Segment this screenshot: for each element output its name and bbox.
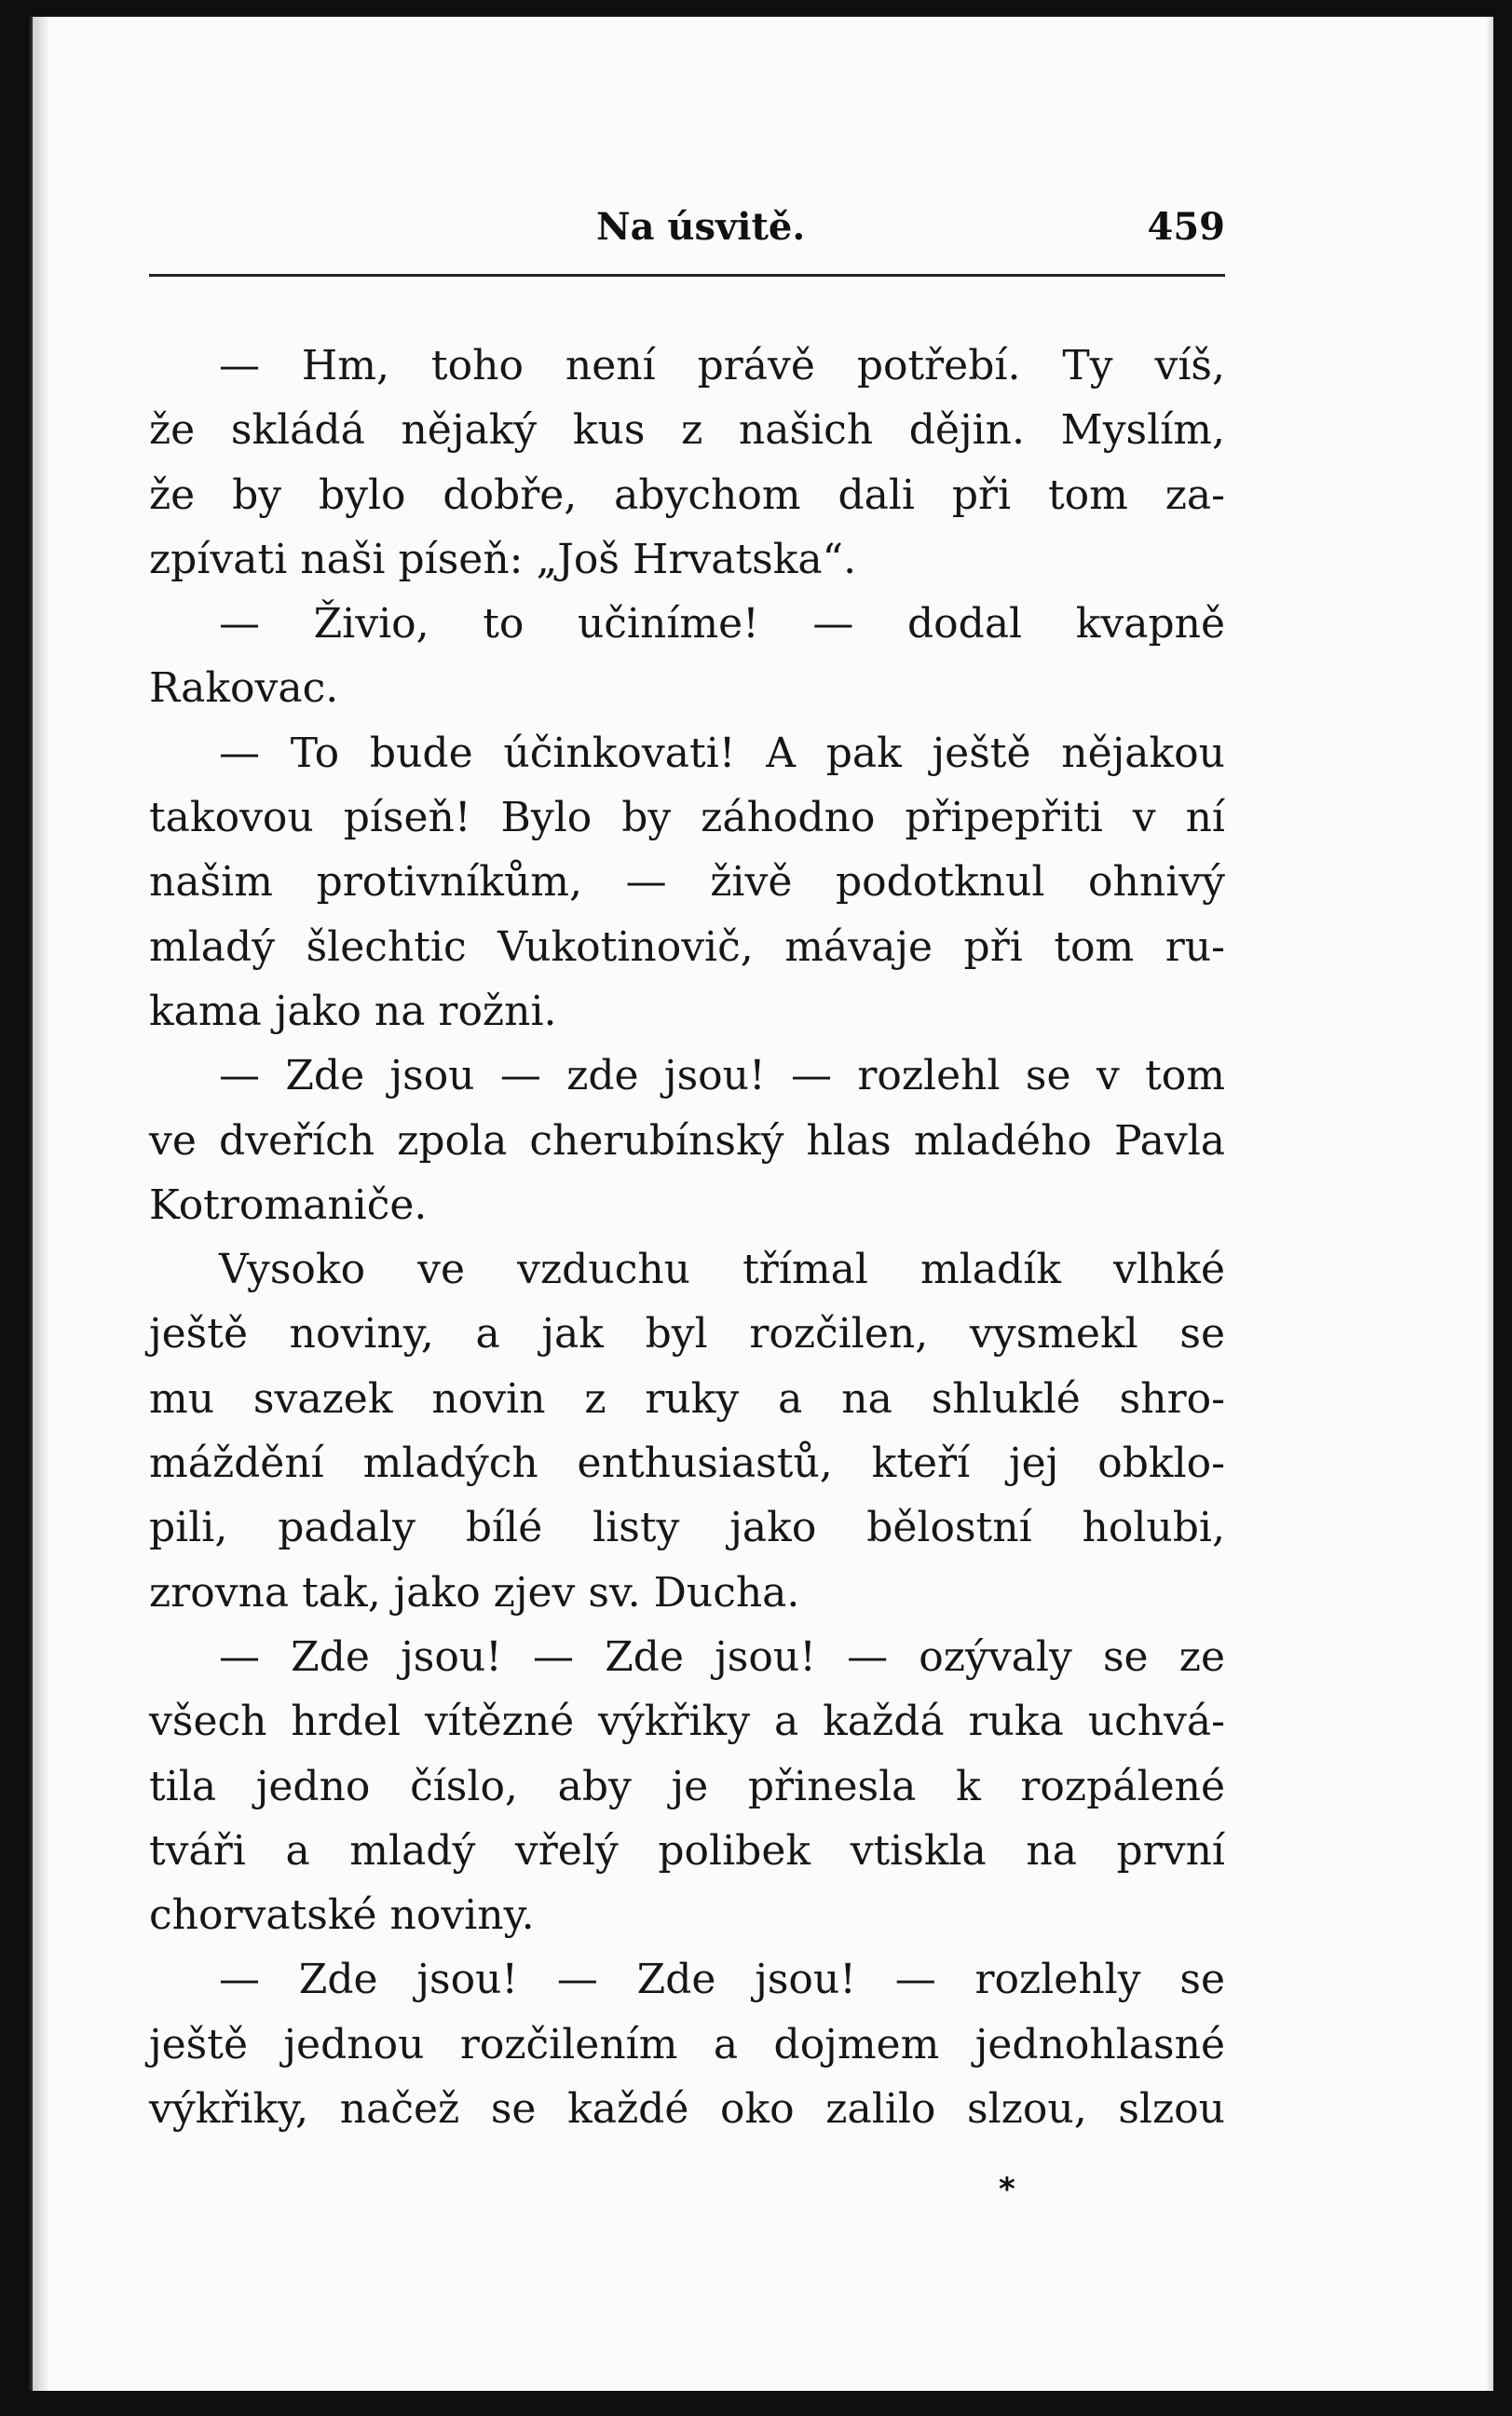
text-line: zpívati naši píseň: „Još Hrvatska“. xyxy=(149,535,857,583)
text-line: že skládá nějaký kus z našich dějin. Myslím, xyxy=(149,406,1225,455)
body-text xyxy=(149,334,1225,2141)
text-line: — Živio, to učiníme! — dodal kvapně xyxy=(219,600,1225,648)
text-line: ještě noviny, a jak byl rozčilen, vysmekl se xyxy=(149,1310,1225,1358)
binding-edge xyxy=(33,17,48,2391)
text-line: zrovna tak, jako zjev sv. Ducha. xyxy=(149,1568,800,1617)
text-line: výkřiky, načež se každé oko zalilo slzou, slzou xyxy=(149,2085,1225,2134)
text-line: všech hrdel vítězné výkřiky a každá ruka uchvá- xyxy=(149,1698,1225,1746)
running-title: Na úsvitě. xyxy=(596,205,806,249)
page-number: 459 xyxy=(1147,205,1225,249)
text-line: máždění mladých enthusiastů, kteří jej obklo- xyxy=(149,1440,1225,1488)
text-line: tila jedno číslo, aby je přinesla k rozpálené xyxy=(149,1762,1225,1810)
text-line: Kotromaniče. xyxy=(149,1181,428,1229)
text-line: mu svazek novin z ruky a na shluklé shro- xyxy=(149,1374,1225,1423)
text-line: — To bude účinkovati! A pak ještě nějakou xyxy=(219,729,1225,777)
page-edge xyxy=(1486,17,1493,2391)
text-line: našim protivníkům, — živě podotknul ohnivý xyxy=(149,858,1225,907)
text-line: Rakovac. xyxy=(149,664,339,713)
text-line: — Zde jsou — zde jsou! — rozlehl se v tom xyxy=(219,1052,1225,1100)
text-line: chorvatské noviny. xyxy=(149,1891,535,1940)
text-line: kama jako na rožni. xyxy=(149,987,557,1035)
text-line: že by bylo dobře, abychom dali při tom za- xyxy=(149,471,1225,519)
text-line: Vysoko ve vzduchu třímal mladík vlhké xyxy=(219,1246,1225,1294)
text-line: tváři a mladý vřelý polibek vtiskla na první xyxy=(149,1826,1225,1875)
text-line: takovou píseň! Bylo by záhodno připepřiti v ní xyxy=(149,794,1225,842)
text-line: pili, padaly bílé listy jako bělostní holubi, xyxy=(149,1504,1225,1552)
signature-mark: * xyxy=(999,2171,1015,2208)
text-line: ve dveřích zpola cherubínský hlas mladého Pavla xyxy=(149,1116,1225,1165)
header-rule xyxy=(149,274,1225,277)
text-line: — Zde jsou! — Zde jsou! — rozlehly se xyxy=(219,1956,1225,2004)
text-line: — Zde jsou! — Zde jsou! — ozývaly se ze xyxy=(219,1632,1225,1681)
text-line: mladý šlechtic Vukotinovič, mávaje při tom ru- xyxy=(149,922,1225,971)
text-line: ještě jednou rozčilením a dojmem jednohlasné xyxy=(149,2020,1225,2068)
page-header xyxy=(149,198,1225,253)
text-line: — Hm, toho není právě potřebí. Ty víš, xyxy=(219,342,1225,389)
